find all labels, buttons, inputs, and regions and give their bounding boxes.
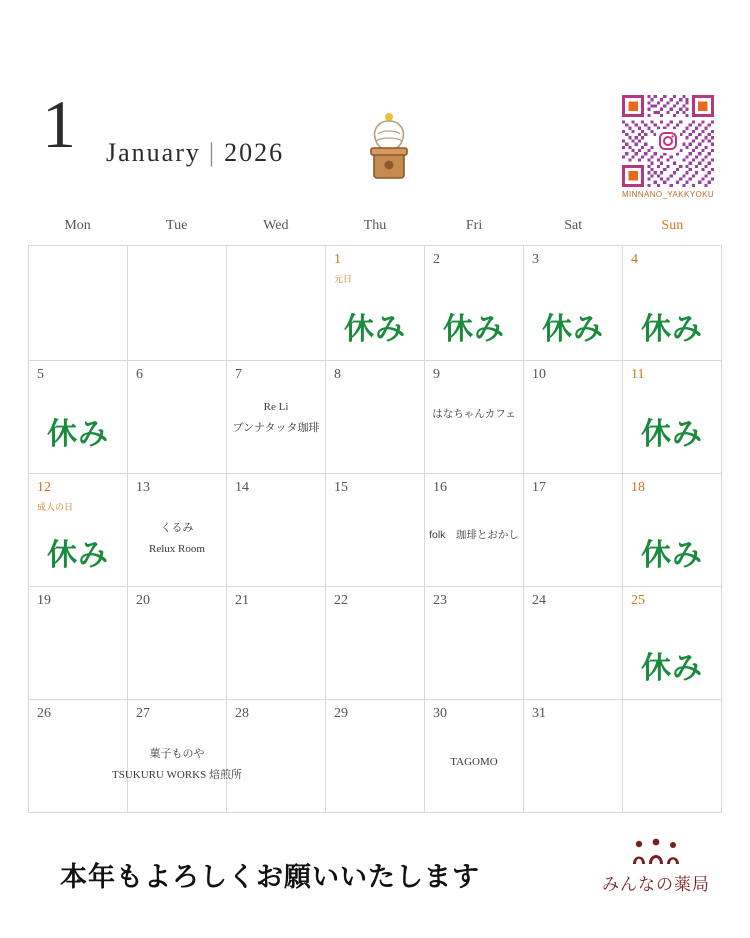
day-cell-10[interactable] [524,361,623,474]
month-number: 1 [42,86,76,162]
weekday-sun: Sun [661,218,684,233]
day-cell-21[interactable] [227,587,326,700]
calendar-header [28,86,722,210]
day-number: 9 [433,367,440,382]
day-number: 8 [334,367,341,382]
day-number: 22 [334,593,348,608]
day-cell-13[interactable] [128,474,227,587]
day-cell-16[interactable] [425,474,524,587]
weekday-mon: Mon [64,218,91,233]
title-separator: | [208,138,217,167]
day-cell-18[interactable] [623,474,722,587]
holiday-label: 元日 [334,274,353,284]
day-note-line: 菓子ものや [149,748,205,760]
brand-name: みんなの薬局 [602,875,710,895]
holiday-label: 成人の日 [37,502,74,512]
month-title [106,138,284,168]
day-cell-2[interactable] [425,246,524,361]
day-cell-5[interactable] [29,361,128,474]
brand-block [596,838,716,895]
closed-badge: 休み [47,417,109,452]
calendar-week-row [29,361,722,474]
day-number: 28 [235,706,249,721]
weekday-sat: Sat [564,218,583,233]
calendar-week-row [29,700,722,813]
calendar-week-row [29,474,722,587]
day-cell-25[interactable] [623,587,722,700]
day-cell-28[interactable] [227,700,326,813]
instagram-qr-block[interactable] [614,95,722,199]
day-note-line: ブンナタッタ珈琲 [232,421,320,434]
day-cell-empty [128,246,227,361]
day-cell-12[interactable] [29,474,128,587]
day-number: 10 [532,367,546,382]
day-number: 3 [532,252,539,267]
weekday-thu: Thu [363,218,387,233]
day-cell-20[interactable] [128,587,227,700]
day-note-line: Re Li [263,401,289,413]
closed-badge: 休み [641,651,703,686]
day-cell-empty [623,700,722,813]
day-cell-empty [29,246,128,361]
day-number: 27 [136,706,150,721]
closed-badge: 休み [443,312,505,347]
calendar-week-row [29,587,722,700]
day-cell-14[interactable] [227,474,326,587]
day-note [425,752,523,773]
day-number: 14 [235,480,249,495]
day-cell-7[interactable] [227,361,326,474]
day-cell-4[interactable] [623,246,722,361]
day-cell-17[interactable] [524,474,623,587]
day-cell-30[interactable] [425,700,524,813]
day-note [128,518,226,560]
instagram-icon [656,129,680,153]
closed-badge: 休み [641,417,703,452]
day-cell-1[interactable] [326,246,425,361]
day-note-line: TAGOMO [450,756,498,768]
day-number: 2 [433,252,440,267]
day-note-line: はなちゃんカフェ [432,408,516,420]
qr-code-image[interactable] [622,95,714,187]
year-label: 2026 [224,138,285,167]
day-cell-31[interactable] [524,700,623,813]
weekday-header-row [28,218,722,234]
day-number: 1 [334,252,341,267]
day-cell-23[interactable] [425,587,524,700]
weekday-fri: Fri [465,218,483,233]
day-number: 19 [37,593,51,608]
people-logo-icon [596,838,716,868]
day-number: 16 [433,480,447,495]
day-number: 23 [433,593,447,608]
day-cell-9[interactable] [425,361,524,474]
day-number: 18 [631,480,645,495]
calendar-grid [28,245,722,813]
day-cell-11[interactable] [623,361,722,474]
weekday-wed: Wed [263,218,289,233]
day-number: 5 [37,367,44,382]
weekday-tue: Tue [166,218,188,233]
day-cell-19[interactable] [29,587,128,700]
day-note-line: TSUKURU WORKS 焙煎所 [112,768,242,781]
day-number: 25 [631,593,645,608]
day-number: 17 [532,480,546,495]
day-note-line: Relux Room [149,542,205,555]
day-number: 7 [235,367,242,382]
day-note-line: folk 珈琲とおかし [429,529,519,541]
day-cell-24[interactable] [524,587,623,700]
closed-badge: 休み [641,312,703,347]
day-note-line: くるみ [160,522,194,534]
month-name: January [106,138,201,167]
closed-badge: 休み [344,312,406,347]
day-number: 29 [334,706,348,721]
closed-badge: 休み [47,538,109,573]
calendar-week-row [29,246,722,361]
day-number: 20 [136,593,150,608]
day-cell-22[interactable] [326,587,425,700]
day-number: 24 [532,593,546,608]
day-cell-29[interactable] [326,700,425,813]
day-number: 6 [136,367,143,382]
day-cell-empty [227,246,326,361]
day-cell-3[interactable] [524,246,623,361]
day-number: 26 [37,706,51,721]
day-number: 4 [631,252,638,267]
day-number: 13 [136,480,150,495]
day-number: 11 [631,367,645,382]
soft-serve-ice-cream-icon [358,108,420,188]
day-number: 21 [235,593,249,608]
qr-caption: MINNANO_YAKKYOKU [621,190,715,199]
day-number: 30 [433,706,447,721]
day-number: 31 [532,706,546,721]
closed-badge: 休み [542,312,604,347]
closed-badge: 休み [641,538,703,573]
footer-message: 本年もよろしくお願いいたします [60,862,480,893]
day-note [405,405,543,425]
day-note [207,397,345,439]
day-number: 15 [334,480,348,495]
day-number: 12 [37,480,51,495]
